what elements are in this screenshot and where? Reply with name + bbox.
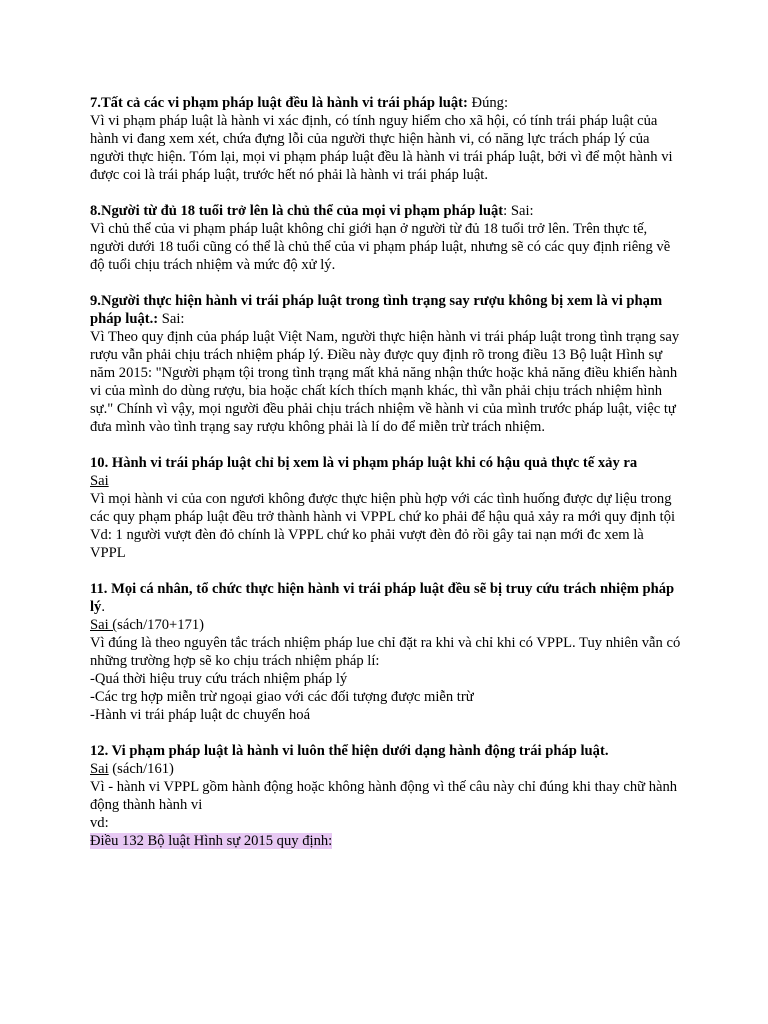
question-10-example: Vd: 1 người vượt đèn đỏ chính là VPPL chứ ko phải vượt đèn đỏ rồi gây tai nạn mới đc xem là VPPL bbox=[90, 527, 644, 561]
document-content bbox=[90, 94, 682, 868]
question-9-body: Vì Theo quy định của pháp luật Việt Nam, người thực hiện hành vi trái pháp luật trong tình trạng say rượu vẫn phải chịu trách nhiệm pháp lý. Điều này được quy định rõ trong điều 13 Bộ luật Hình sự năm 2015: "Người phạm tội trong tình trạng mất khả năng nhận thức hoặc khả năng điều khiển hành vi của mình do dùng rượu, bia hoặc chất kích thích mạnh khác, thì vẫn phải chịu trách nhiệm hình sự." Chính vì vậy, mọi người đều phải chịu trách nhiệm về hành vi của mình trước pháp luật, việc tự đưa mình vào tình trạng say rượu không phải là lí do để miễn trừ trách nhiệm. bbox=[90, 329, 680, 435]
question-12-example-label: vd: bbox=[90, 815, 109, 831]
question-11-title: 11. Mọi cá nhân, tổ chức thực hiện hành vi trái pháp luật đều sẽ bị truy cứu trách nhiệm pháp lý bbox=[90, 581, 675, 615]
question-10-title: 10. Hành vi trái pháp luật chỉ bị xem là vi phạm pháp luật khi có hậu quả thực tế xảy ra bbox=[90, 455, 638, 471]
question-11-item: -Các trg hợp miễn trừ ngoại giao với các đối tượng được miễn trừ bbox=[90, 689, 474, 705]
question-7 bbox=[90, 94, 682, 184]
question-12-body: Vì - hành vi VPPL gồm hành động hoặc không hành động vì thế câu này chỉ đúng khi thay chữ hành động thành hành vi bbox=[90, 779, 678, 813]
question-10-verdict: Sai bbox=[90, 473, 109, 489]
question-9 bbox=[90, 292, 682, 436]
question-7-title: 7.Tất cả các vi phạm pháp luật đều là hành vi trái pháp luật: bbox=[90, 95, 468, 111]
question-8 bbox=[90, 202, 682, 274]
question-11-verdict: Sai ( bbox=[90, 617, 118, 633]
question-7-verdict: Đúng: bbox=[467, 95, 509, 111]
question-11-title-end: . bbox=[101, 599, 106, 615]
question-12 bbox=[90, 742, 682, 850]
question-12-highlighted-text: Điều 132 Bộ luật Hình sự 2015 quy định: bbox=[90, 833, 333, 849]
question-9-title: 9.Người thực hiện hành vi trái pháp luật trong tình trạng say rượu không bị xem là vi phạm pháp luật.: bbox=[90, 293, 663, 327]
question-11-item: -Hành vi trái pháp luật dc chuyển hoá bbox=[90, 707, 311, 723]
question-8-verdict: : Sai: bbox=[503, 203, 534, 219]
question-12-source: (sách/161) bbox=[108, 761, 174, 777]
question-11-body: Vì đúng là theo nguyên tắc trách nhiệm pháp lue chỉ đặt ra khi và chỉ khi có VPPL. Tuy nhiên vẫn có những trường hợp sẽ ko chịu trách nhiệm pháp lí: bbox=[90, 635, 681, 669]
question-11-item: -Quá thời hiệu truy cứu trách nhiệm pháp lý bbox=[90, 671, 348, 687]
question-11-source: sách/170+171) bbox=[117, 617, 205, 633]
question-11 bbox=[90, 580, 682, 724]
question-10 bbox=[90, 454, 682, 562]
question-7-body: Vì vi phạm pháp luật là hành vi xác định, có tính nguy hiểm cho xã hội, có tính trái pháp luật của hành vi đang xem xét, chứa đựng lỗi của người thực hiện hành vi, có năng lực trách pháp lý của người thực hiện. Tóm lại, mọi vi phạm pháp luật đều là hành vi trái pháp luật, bởi vì để một hành vi được coi là trái pháp luật, trước hết nó phải là hành vi trái pháp luật. bbox=[90, 113, 673, 183]
question-12-verdict: Sai bbox=[90, 761, 109, 777]
question-8-body: Vì chủ thể của vi phạm pháp luật không chỉ giới hạn ở người từ đủ 18 tuổi trở lên. Trên thực tế, người dưới 18 tuổi cũng có thể là chủ thể của vi phạm pháp luật, nhưng sẽ có các quy định riêng về độ tuổi chịu trách nhiệm và mức độ xử lý. bbox=[90, 221, 671, 273]
question-9-verdict: Sai: bbox=[158, 311, 185, 327]
question-8-title: 8.Người từ đủ 18 tuổi trở lên là chủ thể của mọi vi phạm pháp luật bbox=[90, 203, 504, 219]
question-12-title: 12. Vi phạm pháp luật là hành vi luôn thể hiện dưới dạng hành động trái pháp luật. bbox=[90, 743, 609, 759]
question-10-body: Vì mọi hành vi của con ngươi không được thực hiện phù hợp với các tình huống được dự liệu trong các quy phạm pháp luật đều trở thành hành vi VPPL chứ ko phải để hậu quả xảy ra mới quy định tội bbox=[90, 491, 676, 525]
